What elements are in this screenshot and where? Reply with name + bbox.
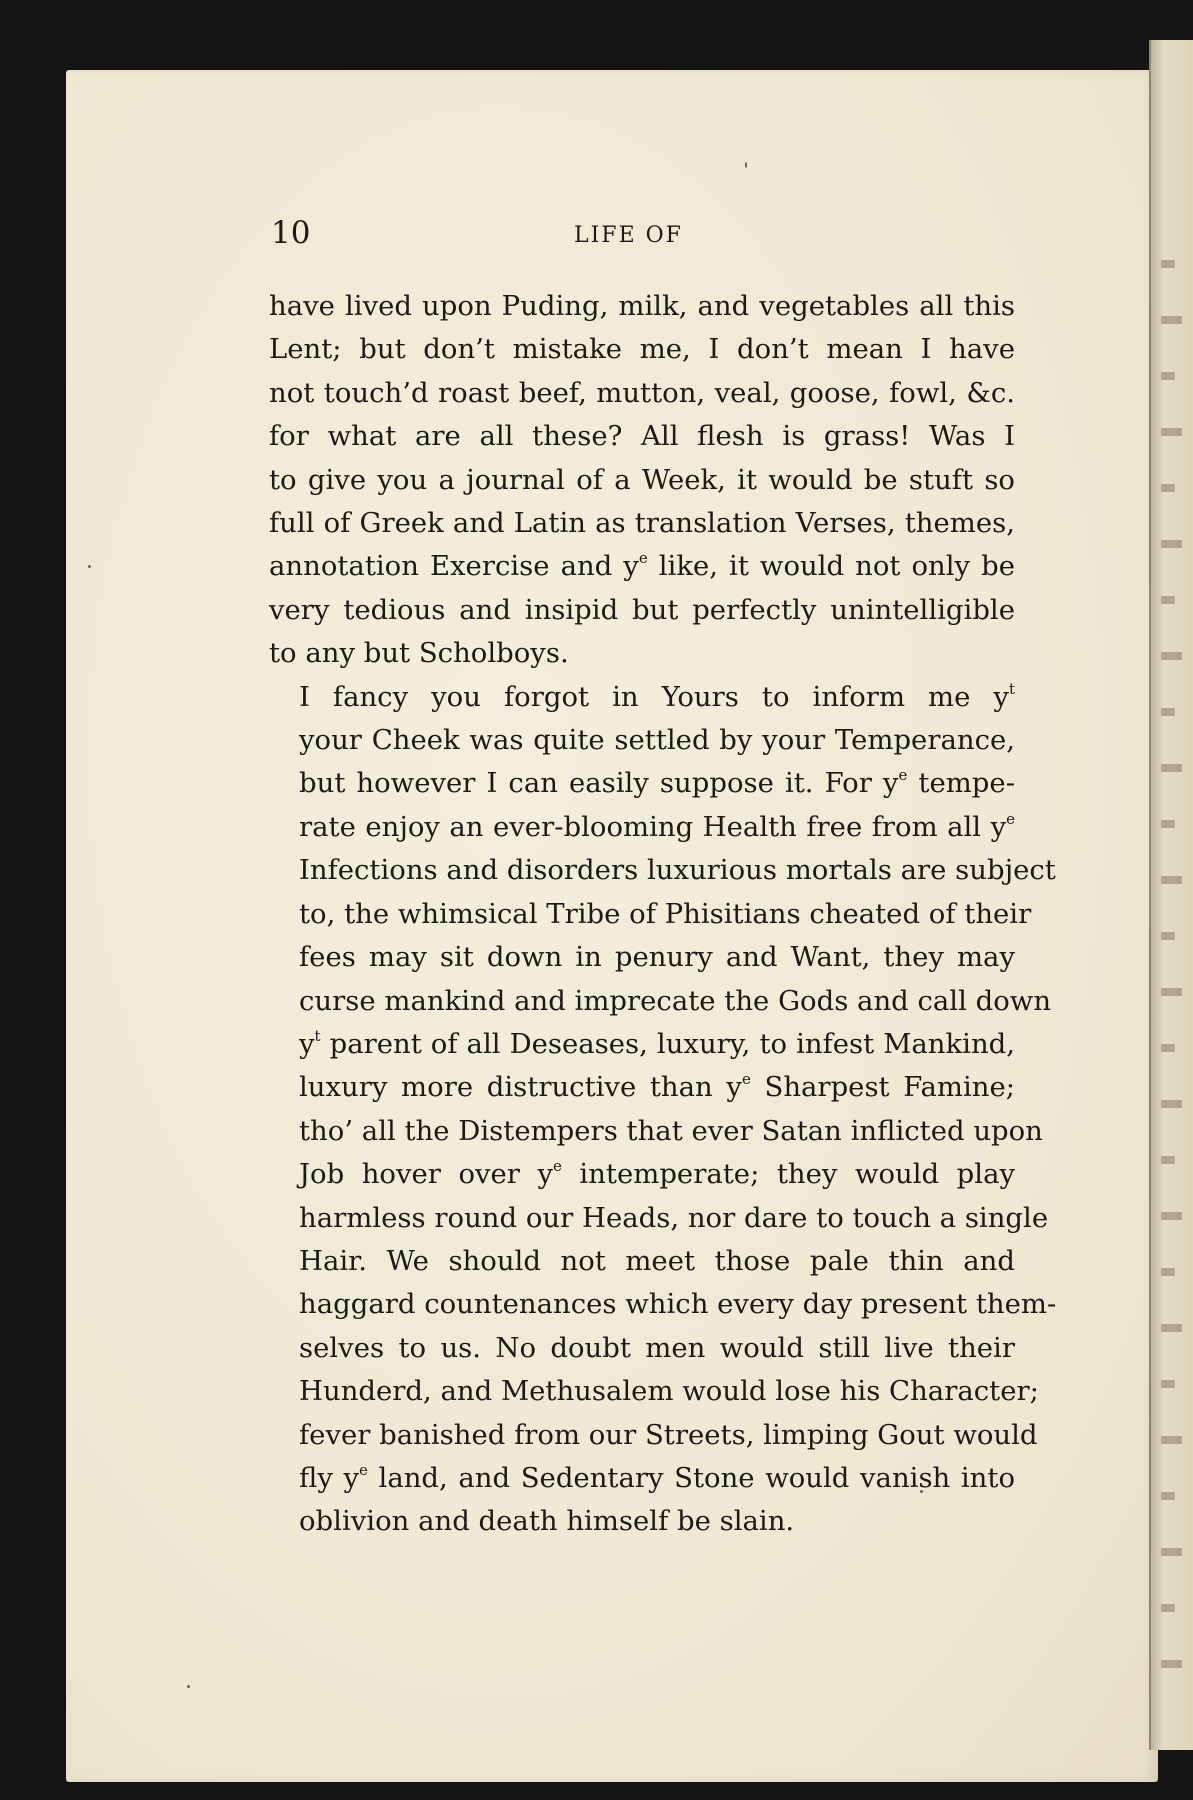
bleed-mark xyxy=(1161,1268,1175,1276)
running-title: LIFE OF xyxy=(574,223,683,248)
text-line xyxy=(269,459,1015,502)
text-segment: fly y xyxy=(299,1461,360,1494)
bleed-mark xyxy=(1161,260,1175,268)
text-line xyxy=(269,1110,1043,1153)
text-line xyxy=(269,285,1015,328)
page-header xyxy=(271,215,1011,255)
paragraph xyxy=(269,676,1057,1544)
body-text xyxy=(269,285,1057,1544)
bleed-mark xyxy=(1161,1324,1182,1332)
text-segment: fees may sit down in penury and Want, they may xyxy=(299,941,1015,974)
superscript: t xyxy=(1008,679,1015,698)
text-segment: land, and Sedentary Stone would vanish into xyxy=(367,1461,1015,1494)
text-line xyxy=(269,1066,1015,1109)
bleed-mark xyxy=(1161,428,1182,436)
text-line xyxy=(269,1414,1038,1457)
text-segment: I fancy you forgot in Yours to inform me y xyxy=(299,680,1009,713)
text-segment: harmless round our Heads, nor dare to touch a single xyxy=(299,1201,1049,1234)
text-line xyxy=(269,676,1015,719)
paragraph xyxy=(269,285,1015,676)
text-line xyxy=(269,1023,1015,1066)
text-line xyxy=(269,719,1015,762)
text-line xyxy=(269,893,1032,936)
text-segment: annotation Exercise and y xyxy=(269,550,639,583)
text-line xyxy=(269,849,1056,892)
text-line xyxy=(269,632,1015,675)
bleed-mark xyxy=(1161,1492,1175,1500)
superscript: e xyxy=(898,766,908,785)
bleed-mark xyxy=(1161,1156,1175,1164)
text-line xyxy=(269,589,1015,632)
paper-speck xyxy=(187,1685,190,1688)
text-segment: have lived upon Puding, milk, and vegetables all this xyxy=(269,290,1015,322)
text-line xyxy=(269,415,1015,458)
text-segment: selves to us. No doubt men would still live their xyxy=(299,1331,1015,1364)
text-segment: full of Greek and Latin as translation Verses, themes, xyxy=(269,507,1015,540)
bleed-mark xyxy=(1161,932,1175,940)
text-line xyxy=(269,1500,1015,1543)
text-segment: Hunderd, and Methusalem would lose his Character; xyxy=(299,1375,1039,1408)
text-segment: Infections and disorders luxurious mortals are subject xyxy=(299,854,1056,887)
text-line xyxy=(269,372,1015,415)
bleed-mark xyxy=(1161,1100,1182,1108)
text-segment: your Cheek was quite settled by your Temperance, xyxy=(299,724,1015,757)
superscript: e xyxy=(741,1070,751,1089)
superscript: t xyxy=(314,1026,321,1045)
text-line xyxy=(269,545,1015,588)
text-line xyxy=(269,806,1015,849)
text-segment: very tedious and insipid but perfectly unintelligible xyxy=(269,593,1015,626)
text-segment: not touch’d roast beef, mutton, veal, goose, fowl, &c. xyxy=(269,376,1015,409)
bleed-mark xyxy=(1161,652,1182,660)
bleed-mark xyxy=(1161,1212,1182,1220)
text-line xyxy=(269,936,1015,979)
page-number: 10 xyxy=(271,215,311,251)
superscript: e xyxy=(359,1460,368,1479)
text-segment: oblivion and death himself be slain. xyxy=(299,1505,795,1538)
bleed-mark xyxy=(1161,876,1182,884)
bleed-mark xyxy=(1161,1044,1175,1052)
bleed-mark xyxy=(1161,1380,1175,1388)
text-line xyxy=(269,980,1052,1023)
text-segment: to, the whimsical Tribe of Phisitians cheated of their xyxy=(299,897,1032,930)
text-segment: but however I can easily suppose it. For y xyxy=(299,767,899,800)
text-segment: Job hover over y xyxy=(299,1158,554,1191)
text-segment: like, it would not only be xyxy=(647,550,1015,583)
text-line xyxy=(269,762,1015,805)
text-line xyxy=(269,1283,1057,1326)
paper-speck xyxy=(88,565,91,568)
text-segment: rate enjoy an ever-blooming Health free from all y xyxy=(299,810,1007,843)
text-segment: for what are all these? All flesh is grass! Was I xyxy=(269,420,1015,453)
text-segment: Sharpest Famine; xyxy=(750,1071,1015,1104)
bleed-mark xyxy=(1161,540,1182,548)
bleed-mark xyxy=(1161,484,1175,492)
text-line xyxy=(269,502,1015,545)
superscript: e xyxy=(638,549,648,568)
bleed-mark xyxy=(1161,316,1182,324)
bleed-mark xyxy=(1161,1436,1182,1444)
text-line xyxy=(269,1153,1015,1196)
bleed-mark xyxy=(1161,708,1175,716)
text-line xyxy=(269,1240,1015,1283)
bleed-mark xyxy=(1161,820,1175,828)
text-line xyxy=(269,1457,1015,1500)
text-segment: haggard countenances which every day present them- xyxy=(299,1288,1057,1321)
text-segment: y xyxy=(299,1027,315,1060)
superscript: e xyxy=(553,1157,562,1176)
adjacent-page-edge xyxy=(1149,40,1193,1750)
text-segment: tho’ all the Distempers that ever Satan inflicted upon xyxy=(299,1114,1043,1147)
text-segment: parent of all Deseases, luxury, to infest Mankind, xyxy=(320,1027,1015,1060)
bleed-mark xyxy=(1161,764,1182,772)
text-segment: Hair. We should not meet those pale thin and xyxy=(299,1244,1015,1277)
text-line xyxy=(269,328,1015,371)
text-line xyxy=(269,1197,1049,1240)
bleed-mark xyxy=(1161,372,1175,380)
text-segment: fever banished from our Streets, limping Gout would xyxy=(299,1418,1038,1451)
text-segment: luxury more distructive than y xyxy=(299,1071,742,1104)
text-segment: Lent; but don’t mistake me, I don’t mean I have xyxy=(269,333,1015,366)
text-segment: to any but Scholboys. xyxy=(269,637,569,670)
text-segment: to give you a journal of a Week, it would be stuft so xyxy=(269,463,1015,496)
text-line xyxy=(269,1370,1039,1413)
text-segment: curse mankind and imprecate the Gods and call down xyxy=(299,984,1052,1017)
text-segment: tempe- xyxy=(907,767,1015,800)
paper-speck xyxy=(745,162,747,168)
text-segment: intemperate; they would play xyxy=(561,1158,1015,1191)
bleed-mark xyxy=(1161,1604,1175,1612)
superscript: e xyxy=(1006,809,1015,828)
bleed-mark xyxy=(1161,1660,1182,1668)
text-line xyxy=(269,1327,1015,1370)
bleed-mark xyxy=(1161,1548,1182,1556)
bleed-mark xyxy=(1161,596,1175,604)
bleed-mark xyxy=(1161,988,1182,996)
